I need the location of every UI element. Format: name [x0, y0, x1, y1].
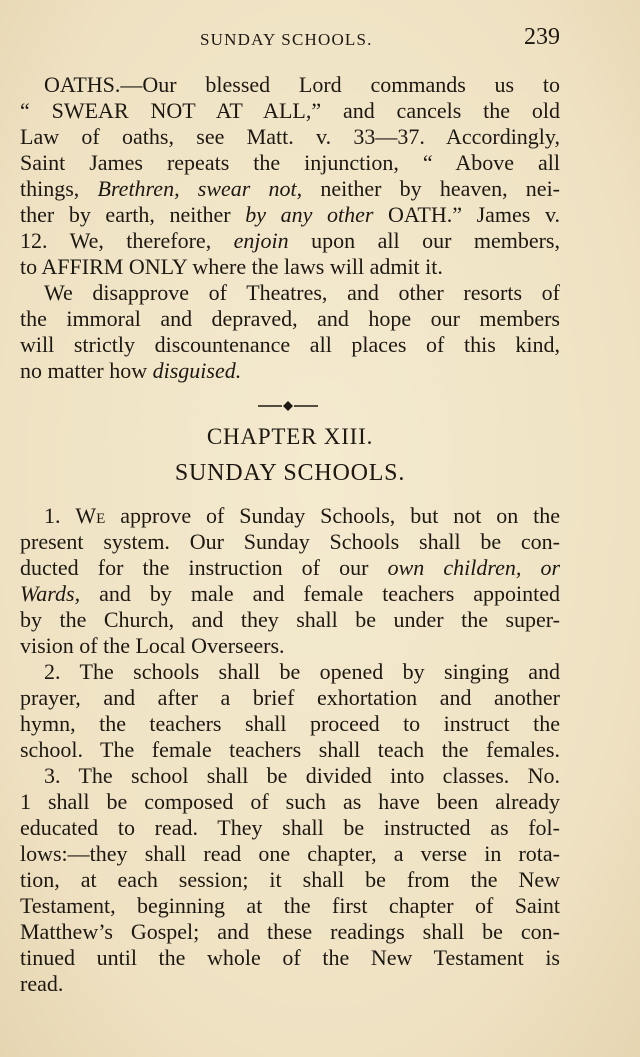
text-line: 1 shall be composed of such as have been already [20, 789, 560, 814]
text-line: OATHS.—Our blessed Lord commands us to [44, 72, 560, 97]
text-line: educated to read. They shall be instructed as fol- [20, 815, 560, 840]
text-line: by the Church, and they shall be under the super- [20, 607, 560, 632]
chapter-number: CHAPTER XIII. [206, 424, 374, 449]
text-line [20, 555, 560, 581]
italic-fragment: own children, or [387, 555, 561, 580]
italic-fragment: enjoin [233, 228, 289, 253]
text-fragment: things, [20, 176, 80, 201]
smallcaps-fragment: We [75, 503, 106, 528]
text-line: to AFFIRM ONLY where the laws will admit it. [20, 254, 443, 279]
text-fragment: neither by heaven, nei- [320, 176, 561, 201]
running-head: SUNDAY SCHOOLS. [200, 30, 373, 49]
text-fragment: ther by earth, neither [20, 202, 231, 227]
chapter-title: SUNDAY SCHOOLS. [174, 460, 406, 486]
text-line [20, 202, 560, 228]
page-header [20, 26, 560, 60]
text-fragment: upon all our members, [311, 228, 560, 253]
text-fragment: 12. We, therefore, [20, 228, 212, 253]
text-fragment: no matter how [20, 358, 148, 383]
text-line [20, 358, 560, 384]
text-fragment: approve of Sunday Schools, but not on the [120, 503, 561, 528]
text-line: lows:—they shall read one chapter, a verse in rota- [20, 841, 560, 866]
theatres-paragraph [20, 280, 560, 384]
paragraph-3 [20, 763, 560, 997]
oaths-paragraph [20, 72, 560, 280]
text-line: Matthew’s Gospel; and these readings shall be con- [20, 919, 560, 944]
text-line: vision of the Local Overseers. [20, 633, 285, 658]
text-line: the immoral and depraved, and hope our members [20, 306, 560, 331]
text-fragment: ducted for the instruction of our [20, 555, 369, 580]
text-line: 2. The schools shall be opened by singing and [44, 659, 560, 684]
text-line [20, 228, 560, 254]
text-fragment: and by male and female teachers appointed [99, 581, 560, 606]
text-line: We disapprove of Theatres, and other resorts of [44, 280, 560, 305]
text-line: hymn, the teachers shall proceed to instruct the [20, 711, 560, 736]
text-line [20, 503, 560, 529]
paragraph-1 [20, 503, 560, 659]
paragraph-2 [20, 659, 560, 763]
text-line: school. The female teachers shall teach the females. [20, 737, 560, 762]
text-line: 3. The school shall be divided into classes. No. [44, 763, 560, 788]
text-line: Law of oaths, see Matt. v. 33—37. Accordingly, [20, 124, 560, 149]
page-number: 239 [524, 24, 560, 50]
text-line: Saint James repeats the injunction, “ Above all [20, 150, 560, 175]
italic-fragment: disguised. [152, 358, 242, 383]
text-line: present system. Our Sunday Schools shall be con- [20, 529, 560, 554]
text-fragment: OATH.” James v. [388, 202, 561, 227]
text-line: tinued until the whole of the New Testament is [20, 945, 560, 970]
italic-fragment: Brethren, swear not, [97, 176, 303, 201]
text-line: Testament, beginning at the first chapter of Saint [20, 893, 560, 918]
text-line: prayer, and after a brief exhortation and another [20, 685, 560, 710]
text-line: will strictly discountenance all places of this kind, [20, 332, 560, 357]
ornament-divider [256, 400, 320, 412]
italic-fragment: by any other [245, 202, 374, 227]
italic-fragment: Wards, [20, 581, 81, 606]
text-line: “ SWEAR NOT AT ALL,” and cancels the old [20, 98, 560, 123]
text-line [20, 581, 560, 607]
text-fragment: 1. [44, 503, 61, 528]
text-line [20, 176, 560, 202]
text-line: tion, at each session; it shall be from the New [20, 867, 560, 892]
text-line: read. [20, 971, 64, 996]
